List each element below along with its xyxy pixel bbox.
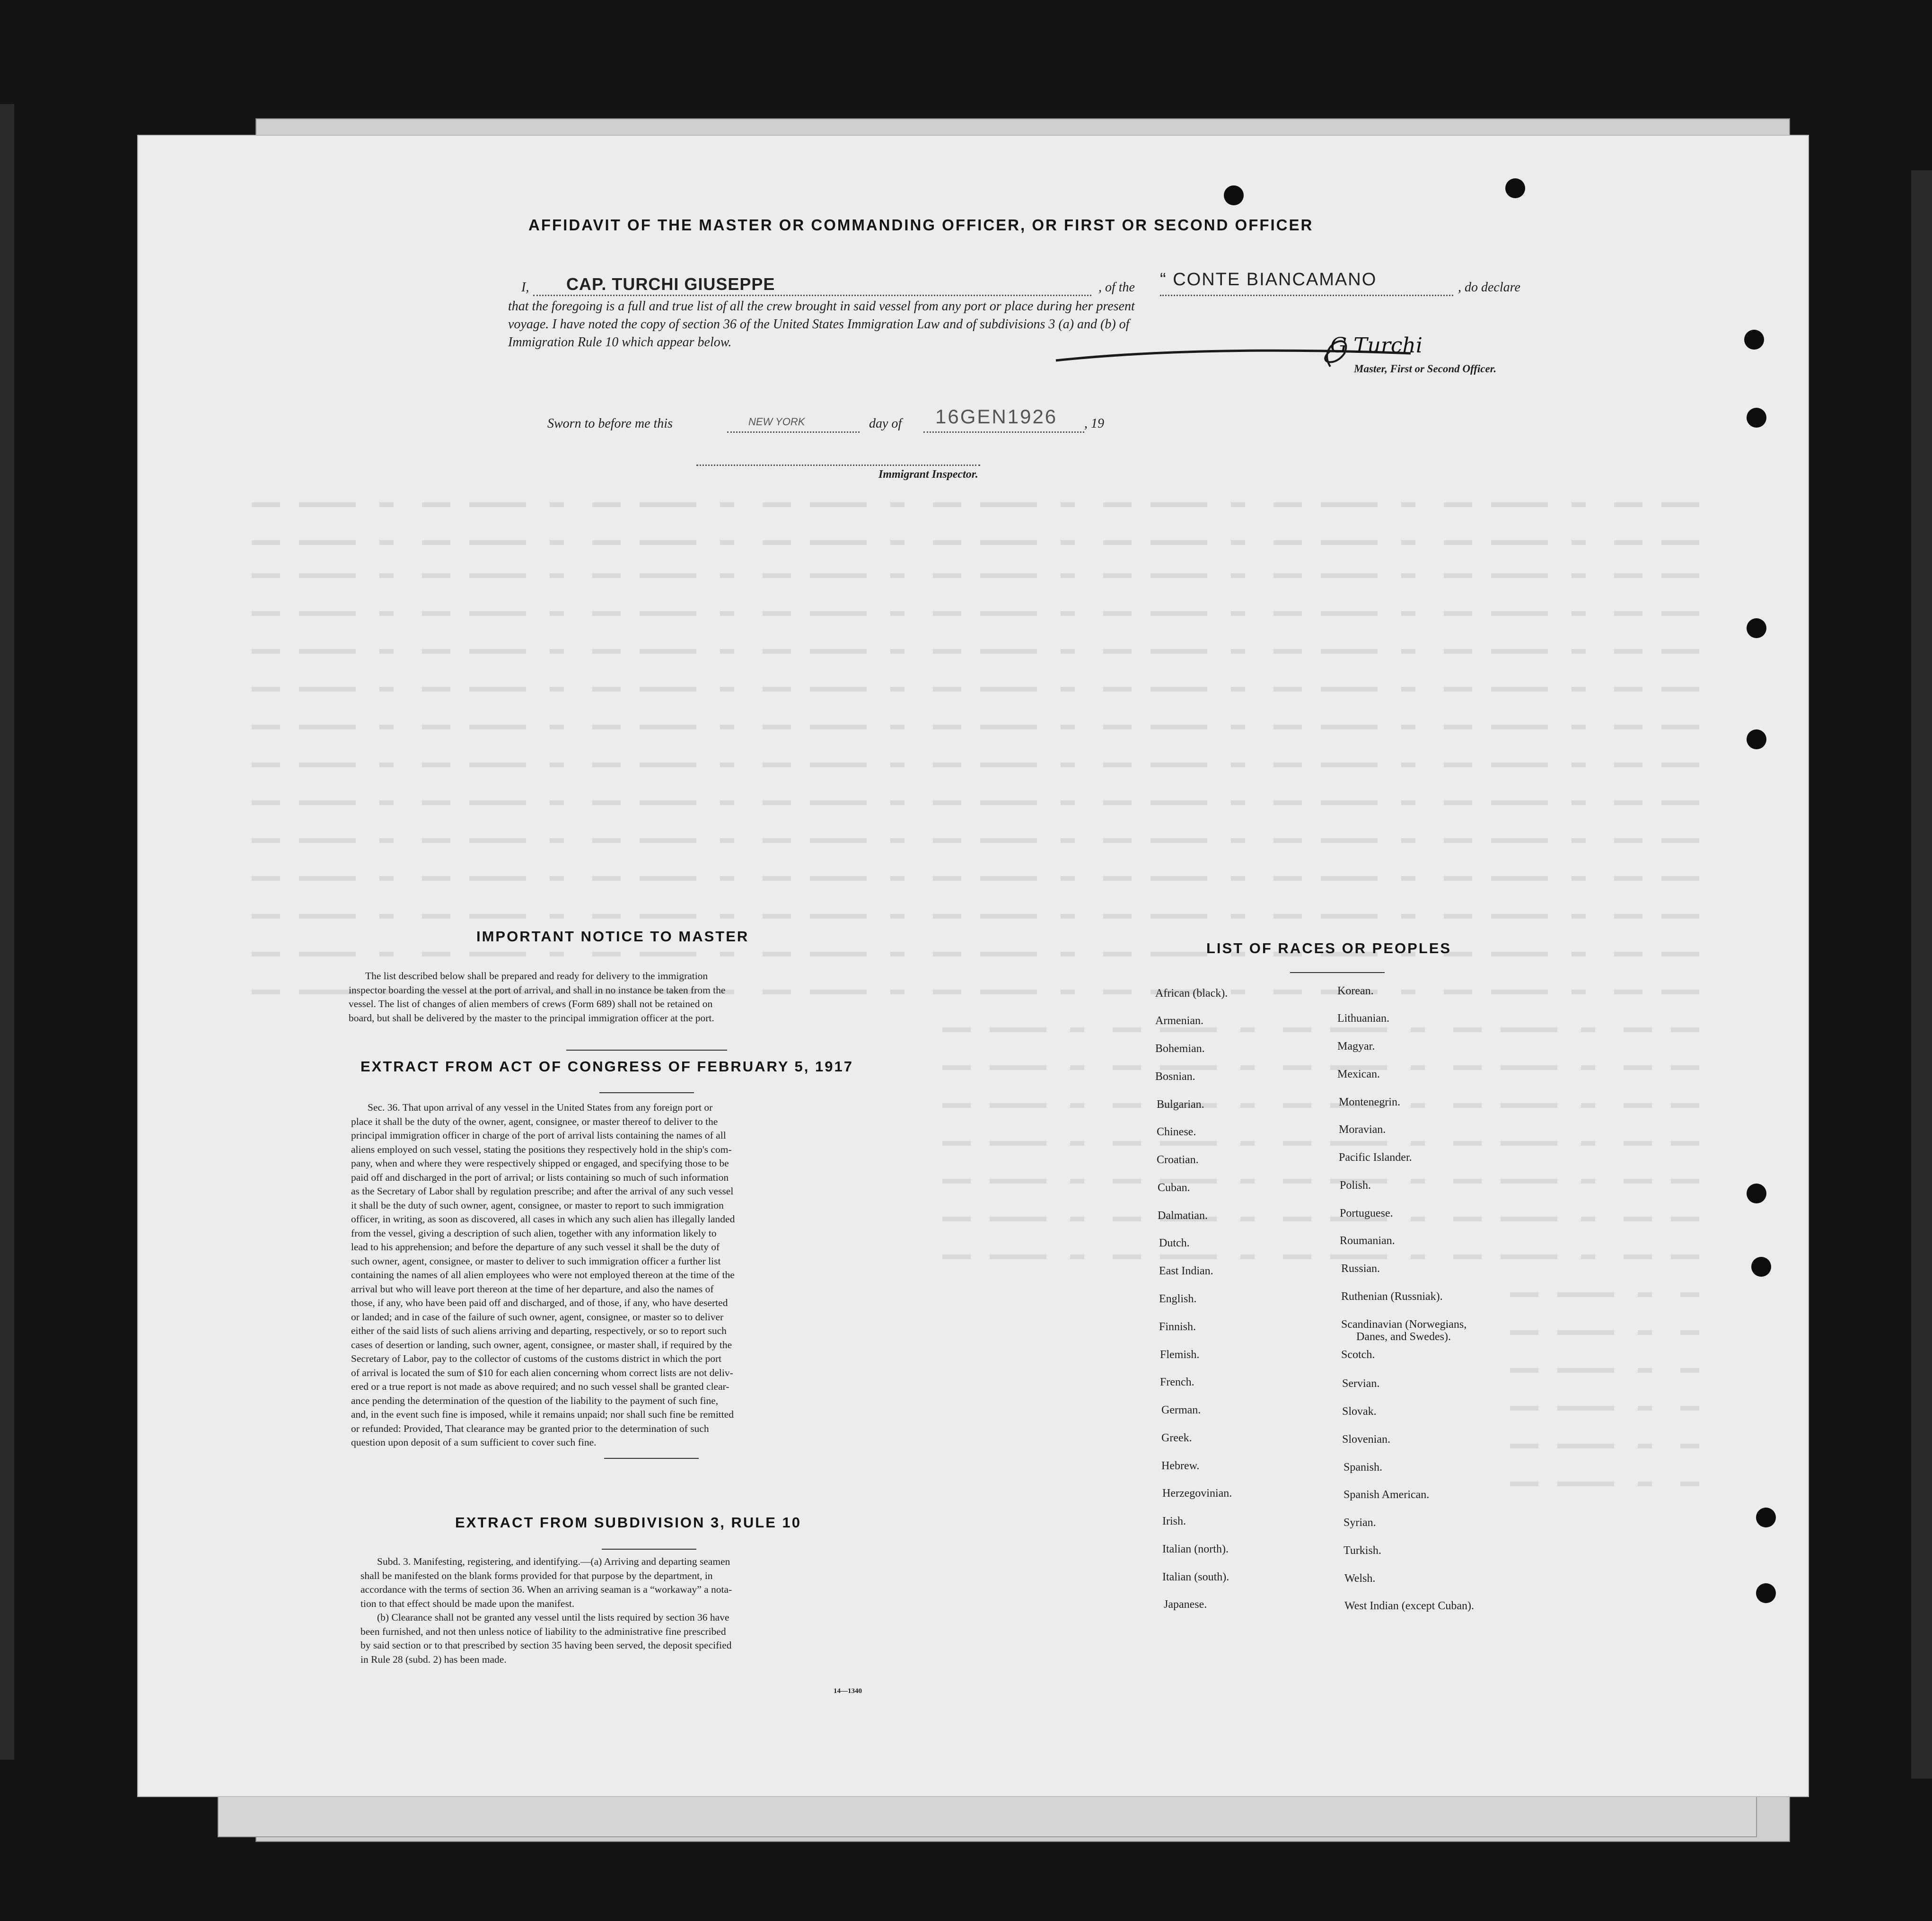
race-item: Japanese. <box>1164 1598 1207 1611</box>
act-line: from the vessel, giving a description of such alien, together with any information likely to <box>351 1227 717 1239</box>
sworn-year-prefix: , 19 <box>1084 416 1104 431</box>
race-item: Armenian. <box>1155 1015 1203 1027</box>
sworn-date: 16GEN1926 <box>935 405 1058 428</box>
inspector-signature-line <box>696 465 980 466</box>
section-divider <box>602 1549 696 1550</box>
race-item: Greek. <box>1161 1432 1192 1444</box>
act-line: Secretary of Labor, pay to the collector of customs of the customs district in which the port <box>351 1353 722 1364</box>
rule-line: tion to that effect should be made upon the manifest. <box>360 1597 575 1609</box>
section-divider <box>1290 972 1385 973</box>
race-item: Spanish American. <box>1344 1489 1430 1501</box>
race-item: Dutch. <box>1159 1237 1190 1249</box>
vessel-name: “ CONTE BIANCAMANO <box>1160 270 1377 289</box>
affidavit-statement-line: Immigration Rule 10 which appear below. <box>508 335 732 350</box>
act-line: ance pending the determination of the question of the liability to the payment of such fine, <box>351 1395 719 1406</box>
race-item: Italian (north). <box>1162 1543 1229 1555</box>
race-item: Korean. <box>1337 985 1374 997</box>
sworn-date-line <box>923 431 1084 433</box>
race-item: Bosnian. <box>1155 1070 1195 1083</box>
act-line: as the Secretary of Labor shall by regulation prescribe; and after the arrival of any such vessel <box>351 1185 734 1197</box>
rule-line: shall be manifested on the blank forms provided for that purpose by the department, in <box>360 1570 713 1581</box>
act-line: such owner, agent, consignee, or master to deliver to such immigration officer a further list <box>351 1255 721 1267</box>
race-item: Roumanian. <box>1340 1235 1395 1247</box>
race-item: Moravian. <box>1339 1123 1386 1136</box>
do-declare-label: , do declare <box>1458 280 1520 295</box>
races-title: LIST OF RACES OR PEOPLES <box>1206 940 1452 956</box>
act-line: of arrival is located the sum of $10 for each alien concerning whom correct lists are not deliv- <box>351 1367 733 1378</box>
affidavit-title: AFFIDAVIT OF THE MASTER OR COMMANDING OFFICER, OR FIRST OR SECOND OFFICER <box>528 216 1314 234</box>
race-item: Ruthenian (Russniak). <box>1341 1290 1443 1303</box>
race-item: Slovenian. <box>1342 1433 1390 1446</box>
affidavit-i-label: I, <box>521 280 529 295</box>
rule-extract-title: EXTRACT FROM SUBDIVISION 3, RULE 10 <box>455 1514 801 1531</box>
act-line: paid off and discharged in the port of arrival; or lists containing so much of such information <box>351 1171 729 1183</box>
day-of-label: day of <box>869 416 902 431</box>
race-item: Magyar. <box>1337 1040 1375 1053</box>
race-item: East Indian. <box>1159 1265 1213 1277</box>
act-line: ered or a true report is not made as above required; and no such vessel shall be granted clear- <box>351 1381 729 1392</box>
act-line: cases of desertion or landing, such owner, agent, consignee, or master shall, if required by the <box>351 1339 732 1351</box>
race-item: Flemish. <box>1160 1349 1200 1361</box>
of-the-label: , of the <box>1098 280 1135 295</box>
race-item: Dalmatian. <box>1158 1210 1208 1222</box>
section-divider <box>604 1458 699 1459</box>
act-line: either of the said lists of such aliens arriving and departing, respectively, or so to report such <box>351 1325 727 1336</box>
race-item: Finnish. <box>1159 1321 1196 1333</box>
race-item: Mexican. <box>1337 1068 1380 1080</box>
rule-line: been furnished, and not then unless notice of liability to the administrative fine prescribed <box>360 1625 726 1637</box>
act-line: officer, in writing, as soon as discovered, all cases in which any such alien has illegally landed <box>351 1213 735 1225</box>
rule-line: in Rule 28 (subd. 2) has been made. <box>360 1653 507 1665</box>
act-extract-title: EXTRACT FROM ACT OF CONGRESS OF FEBRUARY 5, 1917 <box>360 1058 853 1075</box>
affidavit-statement-line: voyage. I have noted the copy of section 36 of the United States Immigration Law and of subdivisions 3 (a) and (b) of <box>508 317 1130 332</box>
act-line: those, if any, who have been paid off and discharged, and of those, if any, who have deserted <box>351 1297 728 1308</box>
race-item: Danes, and Swedes). <box>1356 1331 1451 1343</box>
race-item: Welsh. <box>1344 1572 1376 1585</box>
master-signature: G Turchi <box>1330 333 1423 358</box>
race-item: Turkish. <box>1344 1544 1381 1557</box>
race-item: Italian (south). <box>1162 1571 1229 1583</box>
race-item: Cuban. <box>1158 1182 1190 1194</box>
notice-body <box>349 969 964 1025</box>
affidavit-statement-line: that the foregoing is a full and true list of all the crew brought in said vessel from any port or place during her present <box>508 299 1135 314</box>
act-line: or landed; and in case of the failure of such owner, agent, consignee, or master so to deliver <box>351 1311 724 1323</box>
race-item: Pacific Islander. <box>1339 1151 1412 1164</box>
act-line: pany, when and where they were respectively shipped or engaged, and specifying those to be <box>351 1158 729 1169</box>
film-border-left <box>0 104 14 1760</box>
race-item: Montenegrin. <box>1339 1096 1400 1108</box>
race-item: Polish. <box>1340 1179 1371 1192</box>
race-item: African (black). <box>1155 987 1228 1000</box>
inspector-caption: Immigrant Inspector. <box>878 468 978 481</box>
signature-caption: Master, First or Second Officer. <box>1354 363 1497 375</box>
film-border-right <box>1911 170 1932 1779</box>
rule-line: Subd. 3. Manifesting, registering, and identifying.—(a) Arriving and departing seamen <box>377 1556 730 1567</box>
sworn-label: Sworn to before me this <box>547 416 673 431</box>
race-item: German. <box>1161 1404 1201 1416</box>
act-extract-body <box>351 1101 961 1450</box>
race-item: Scotch. <box>1341 1349 1375 1361</box>
race-item: Croatian. <box>1157 1154 1199 1166</box>
race-item: Slovak. <box>1342 1405 1377 1418</box>
vessel-name-line <box>1160 295 1453 296</box>
sworn-place: NEW YORK <box>748 416 805 428</box>
notice-line: The list described below shall be prepared and ready for delivery to the immigration <box>365 970 708 982</box>
section-divider <box>599 1092 694 1093</box>
race-item: Scandinavian (Norwegians, <box>1341 1318 1467 1331</box>
race-item: Herzegovinian. <box>1162 1487 1232 1500</box>
act-line: question upon deposit of a sum sufficient to cover such fine. <box>351 1437 597 1448</box>
rule-line: accordance with the terms of section 36. When an arriving seaman is a “workaway” a nota- <box>360 1584 732 1595</box>
act-line: arrival but who will leave port thereon at the time of her departure, and also the names of <box>351 1283 714 1295</box>
race-item: Hebrew. <box>1161 1460 1200 1472</box>
race-item: Russian. <box>1341 1263 1380 1275</box>
notice-line: inspector boarding the vessel at the port of arrival, and shall in no instance be taken from the <box>349 984 726 996</box>
act-line: containing the names of all alien employees who were not employed thereon at the time of the <box>351 1269 735 1281</box>
rule-extract-body <box>360 1555 966 1667</box>
race-item: English. <box>1159 1293 1197 1305</box>
notice-line: board, but shall be delivered by the master to the principal immigration officer at the port. <box>349 1012 714 1024</box>
form-number: 14—1340 <box>834 1687 862 1695</box>
rule-line: (b) Clearance shall not be granted any vessel until the lists required by section 36 have <box>377 1612 729 1623</box>
race-item: Spanish. <box>1344 1461 1383 1474</box>
race-item: West Indian (except Cuban). <box>1344 1600 1474 1612</box>
race-item: Syrian. <box>1344 1517 1376 1529</box>
rule-line: by said section or to that prescribed by section 35 having been served, the deposit specified <box>360 1640 732 1651</box>
master-name: CAP. TURCHI GIUSEPPE <box>566 274 775 294</box>
section-divider <box>566 1050 727 1051</box>
act-line: aliens employed on such vessel, stating the positions they respectively hold in the ship's com- <box>351 1143 732 1155</box>
sworn-place-line <box>727 431 860 433</box>
document-page <box>137 135 1809 1797</box>
notice-line: vessel. The list of changes of alien members of crews (Form 689) shall not be retained on <box>349 998 713 1009</box>
race-item: Bohemian. <box>1155 1043 1205 1055</box>
act-line: or refunded: Provided, That clearance may be granted prior to the determination of such <box>351 1422 709 1434</box>
act-line: Sec. 36. That upon arrival of any vessel in the United States from any foreign port or <box>368 1102 713 1113</box>
act-line: place it shall be the duty of the owner, agent, consignee, or master thereof to deliver to the <box>351 1115 718 1127</box>
notice-title: IMPORTANT NOTICE TO MASTER <box>476 928 749 945</box>
race-item: Irish. <box>1162 1515 1186 1527</box>
race-item: Portuguese. <box>1340 1207 1393 1219</box>
race-item: Lithuanian. <box>1337 1012 1389 1025</box>
act-line: principal immigration officer in charge of the port of arrival lists containing the names of all <box>351 1130 726 1141</box>
master-name-line <box>533 295 1091 296</box>
act-line: lead to his apprehension; and before the departure of any such vessel it shall be the duty of <box>351 1241 720 1253</box>
bleed-through-texture <box>138 136 1808 1796</box>
race-item: French. <box>1160 1376 1194 1388</box>
race-item: Bulgarian. <box>1157 1098 1204 1111</box>
act-line: it shall be the duty of such owner, agent, consignee, or master to report to such immigration <box>351 1199 724 1211</box>
race-item: Servian. <box>1342 1377 1380 1390</box>
race-item: Chinese. <box>1157 1126 1196 1138</box>
act-line: and, in the event such fine is imposed, while it remains unpaid; nor shall such fine be remitted <box>351 1409 734 1420</box>
